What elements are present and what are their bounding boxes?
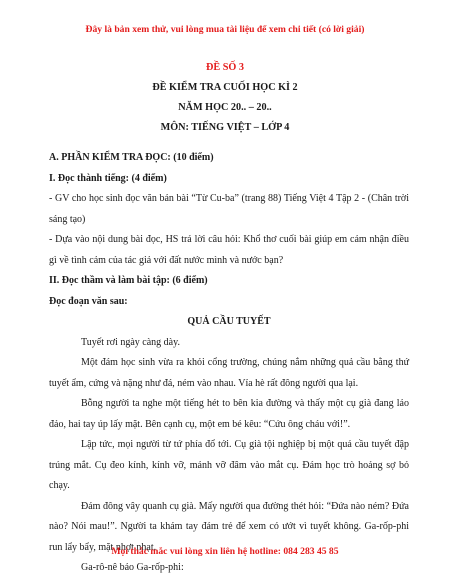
story-title: QUẢ CẦU TUYẾT bbox=[187, 316, 271, 327]
read-instruction: Đọc đoạn văn sau: bbox=[49, 295, 128, 307]
preview-notice-banner: Đây là bản xem thử, vui lòng mua tài liệu để xem chi tiết (có lời giải) bbox=[85, 24, 365, 35]
part-1-item-2: - Dựa vào nội dung bài đọc, HS trả lời câu hỏi: Khổ thơ cuối bài giúp em cảm nhận điều gì về tình cảm của tác giả với đất nước mình và nước bạn? bbox=[49, 234, 409, 266]
story-paragraph: Ga-rô-nê bảo Ga-rốp-phi: bbox=[81, 562, 184, 573]
document-body bbox=[49, 148, 409, 579]
story-paragraph: Bỗng người ta nghe một tiếng hét to bên kia đường và thấy một cụ già đang lảo đảo, hai tay úp lấy mặt. Bên cạnh cụ, một em bé kêu: “Cứu ông cháu với!”. bbox=[49, 398, 409, 430]
story-paragraph: Đám đông vây quanh cụ già. Mấy người qua đường thét hỏi: “Đứa nào ném? Đứa nào? Nói mau!”. Người ta khám tay đám trẻ để xem có ướt vì tuyết không. Ga-rốp-phi run lẩy bẩy, mặt nhợt nhạt. bbox=[49, 500, 409, 553]
exam-number: ĐỀ SỐ 3 bbox=[206, 62, 244, 73]
story-paragraph: Một đám học sinh vừa ra khỏi cổng trường, chúng nắm những quả cầu bằng thứ tuyết ẩm, cứng và nặng như đá, ném vào nhau. Vỉa hè rất đông người qua lại. bbox=[49, 357, 409, 389]
part-1-heading: I. Đọc thành tiếng: (4 điểm) bbox=[49, 172, 167, 184]
hotline-banner: Mọi thắc mắc vui lòng xin liên hệ hotline: 084 283 45 85 bbox=[111, 546, 339, 557]
story-paragraph: Lập tức, mọi người từ tứ phía đổ tới. Cụ già tội nghiệp bị một quả cầu tuyết đập trúng mắt. Cụ đeo kính, kính vỡ, mảnh vỡ đâm vào mắt cụ. Đám học trò hoảng sợ bỏ chạy. bbox=[49, 439, 409, 491]
story-paragraph: Tuyết rơi ngày càng dày. bbox=[81, 336, 180, 348]
part-2-heading: II. Đọc thầm và làm bài tập: (6 điểm) bbox=[49, 275, 208, 286]
section-a-heading: A. PHẦN KIỂM TRA ĐỌC: (10 điểm) bbox=[49, 152, 214, 163]
subject-line: MÔN: TIẾNG VIỆT – LỚP 4 bbox=[160, 122, 290, 133]
exam-title: ĐỀ KIỂM TRA CUỐI HỌC KÌ 2 bbox=[152, 82, 298, 93]
part-1-item-1: - GV cho học sinh đọc văn bản bài “Từ Cu-ba” (trang 88) Tiếng Việt 4 Tập 2 - (Chân trời sáng tạo) bbox=[49, 193, 409, 225]
school-year: NĂM HỌC 20.. – 20.. bbox=[178, 102, 272, 113]
